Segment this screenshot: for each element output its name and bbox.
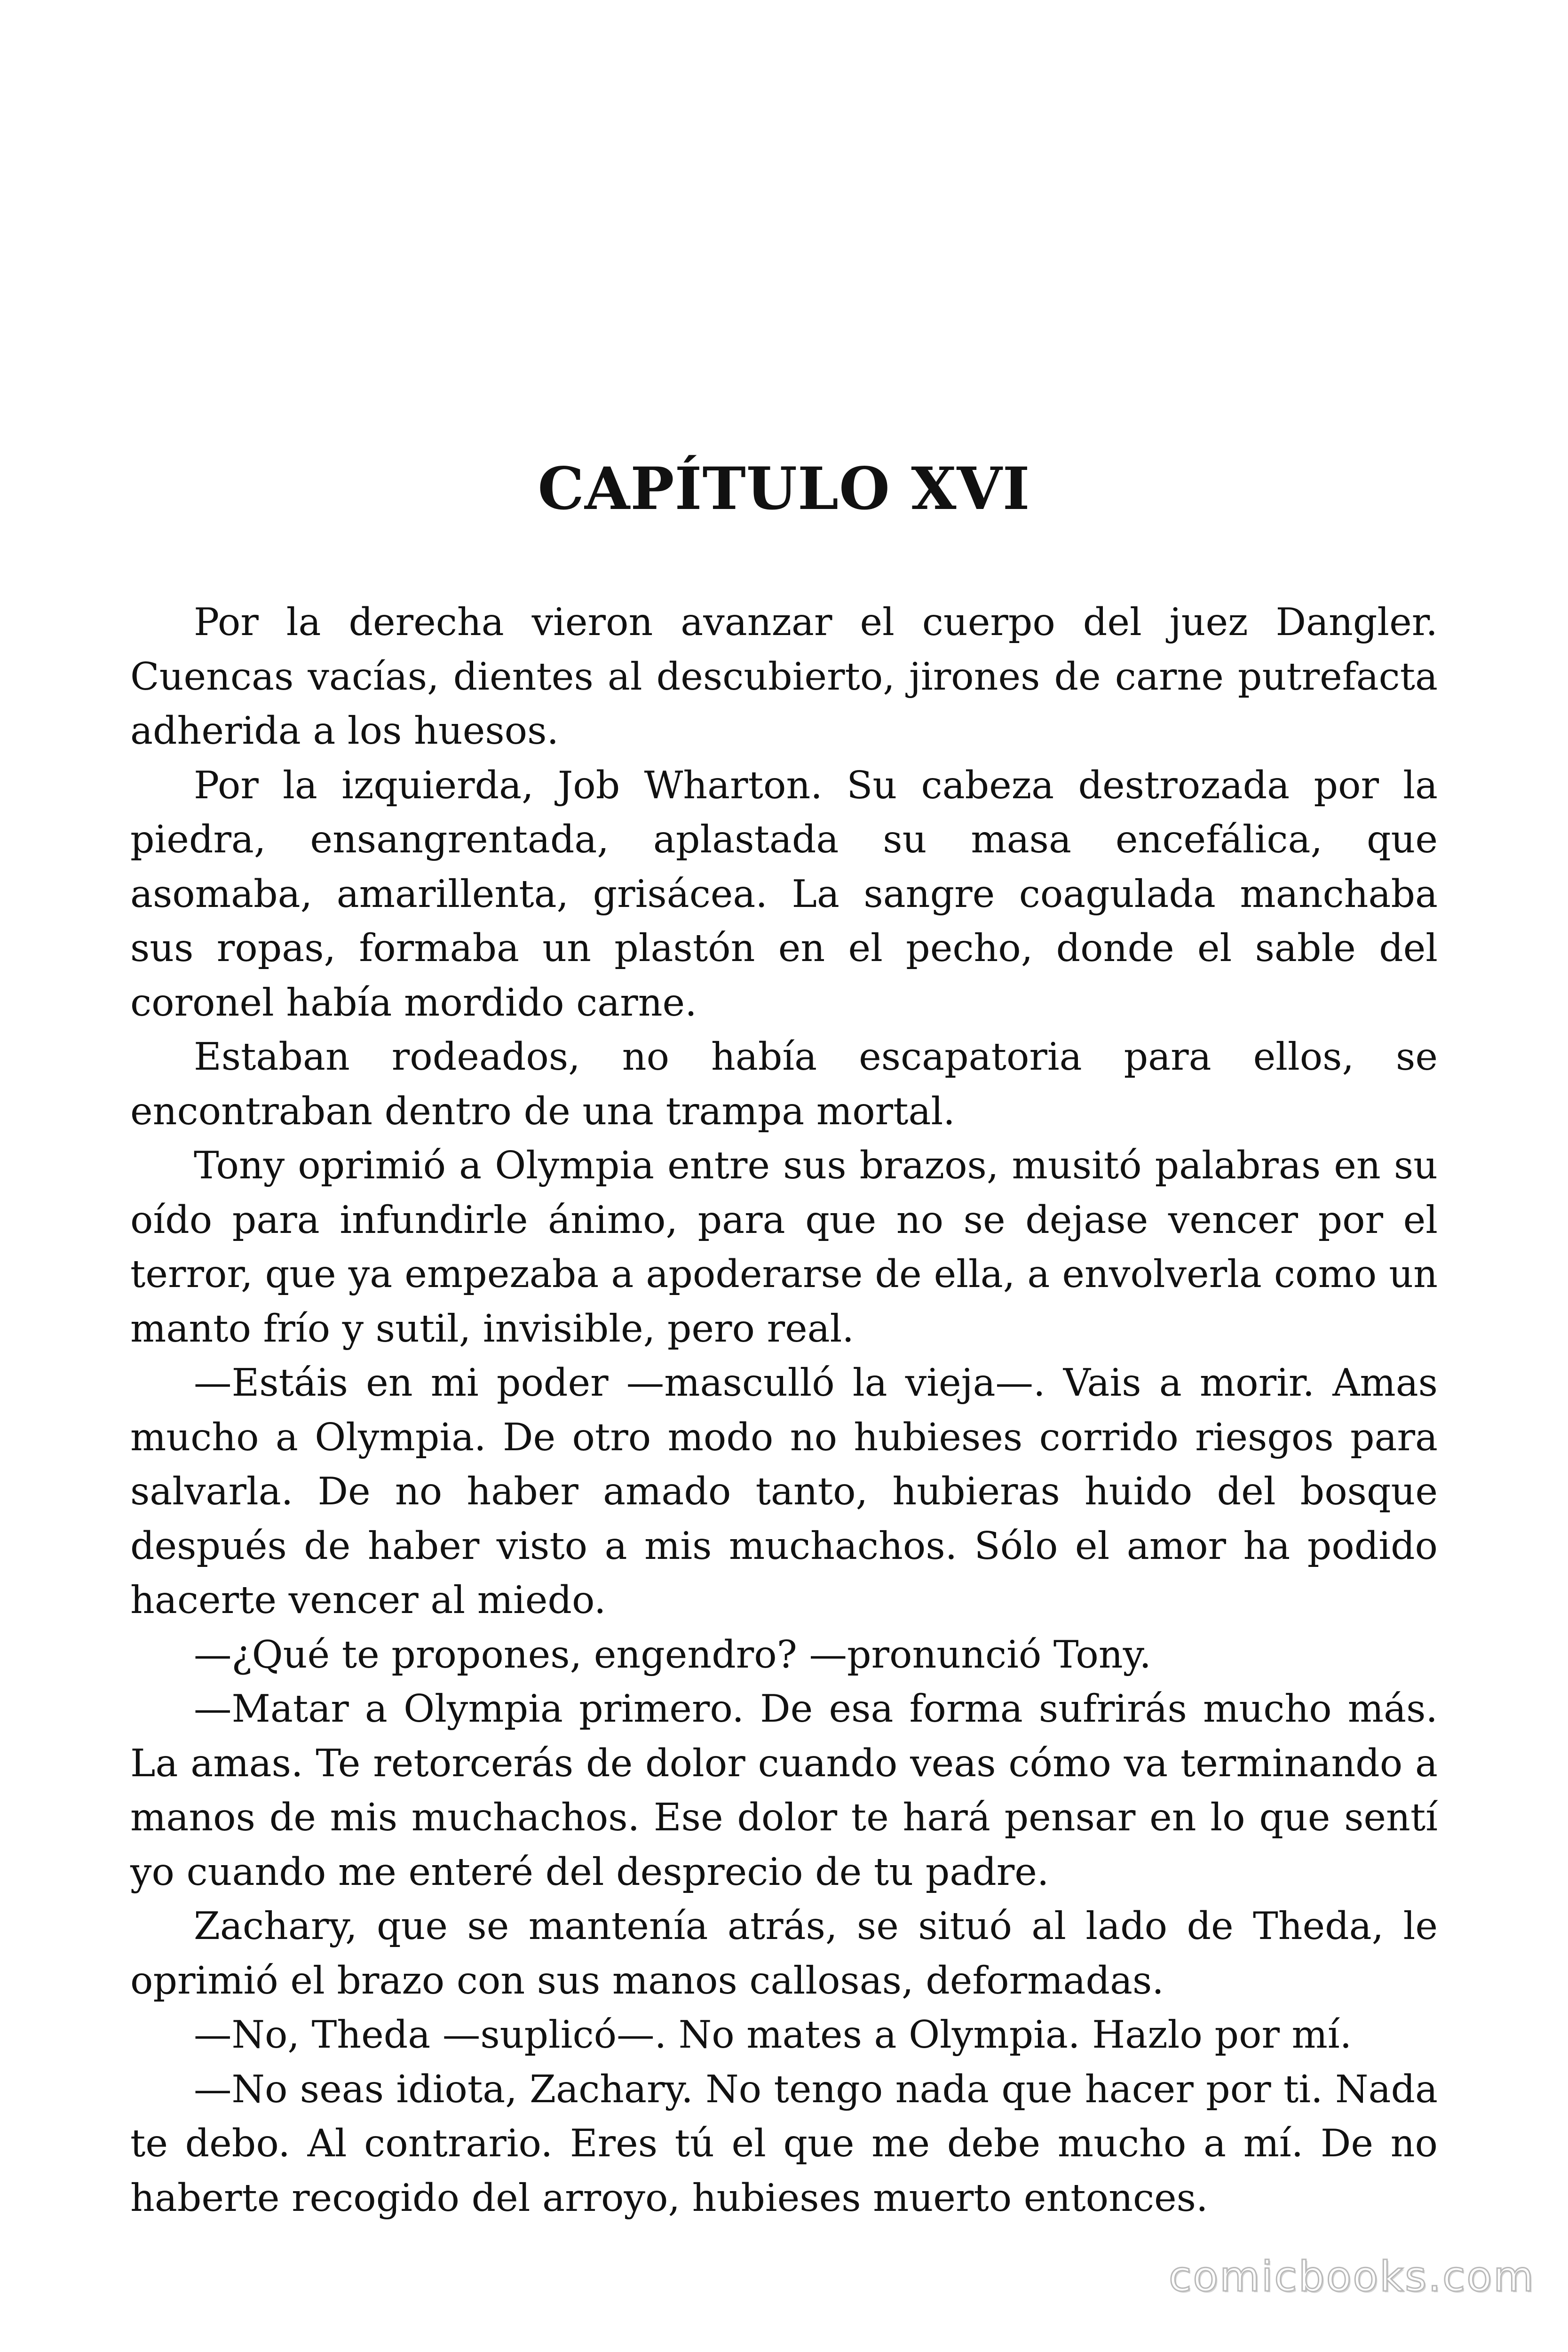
paragraph: —Matar a Olympia primero. De esa forma sufrirás mucho más. La amas. Te retorcerás de dolor cuando veas cómo va terminando a manos de mis muchachos. Ese dolor te hará pensar en lo que sentí yo cuando me enteré del desprecio de tu padre. [130,1686,1438,1894]
paragraph: —¿Qué te propones, engendro? —pronunció Tony. [194,1632,1152,1677]
watermark: comicbooks.com [1168,2252,1535,2301]
chapter-title: CAPÍTULO XVI [538,455,1030,523]
paragraph: —No, Theda —suplicó—. No mates a Olympia. Hazlo por mí. [194,2012,1352,2057]
paragraph: Por la izquierda, Job Wharton. Su cabeza destrozada por la piedra, ensangrentada, aplastada su masa encefálica, que asomaba, amarillenta, grisácea. La sangre coagulada manchaba sus ropas, formaba un plastón en el pecho, donde el sable del coronel había mordido carne. [130,763,1438,1025]
paragraph: Por la derecha vieron avanzar el cuerpo del juez Dangler. Cuencas vacías, dientes al descubierto, jirones de carne putrefacta adherida a los huesos. [130,600,1438,753]
body-text [130,595,1438,2225]
paragraph: Estaban rodeados, no había escapatoria para ellos, se encontraban dentro de una trampa mortal. [130,1034,1438,1133]
paragraph: —Estáis en mi poder —masculló la vieja—. Vais a morir. Amas mucho a Olympia. De otro modo no hubieses corrido riesgos para salvarla. De no haber amado tanto, hubieras huido del bosque después de haber visto a mis muchachos. Sólo el amor ha podido hacerte vencer al miedo. [130,1360,1438,1622]
paragraph: —No seas idiota, Zachary. No tengo nada que hacer por ti. Nada te debo. Al contrario. Eres tú el que me debe mucho a mí. De no haberte recogido del arroyo, hubieses muerto entonces. [130,2066,1438,2220]
paragraph: Tony oprimió a Olympia entre sus brazos, musitó palabras en su oído para infundirle ánimo, para que no se dejase vencer por el terror, que ya empezaba a apoderarse de ella, a envolverla como un manto frío y sutil, invisible, pero real. [130,1143,1438,1351]
paragraph: Zachary, que se mantenía atrás, se situó al lado de Theda, le oprimió el brazo con sus manos callosas, deformadas. [130,1904,1438,2002]
